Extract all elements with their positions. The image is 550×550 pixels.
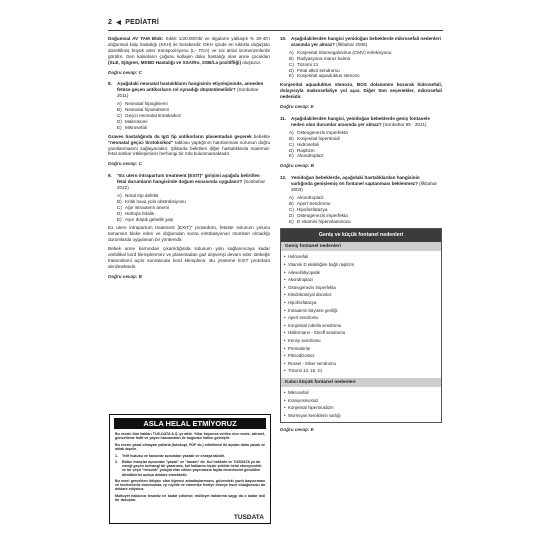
small-fontanel-list [281, 389, 441, 419]
list-item: • Akondroplazi [281, 276, 441, 284]
question-9-explanation-2: Bebek anne karnından çıkarıldığında solunum yolu sağlanıncaya kadar umbilikal kord klemplenmez ve plasentadan gaz alışverişi devam eder. Bebeğe trakeostomi açılır sonrasında kord klemplenir. Bu yönteme EXIT protokolü denilmektedir. [108, 246, 270, 269]
list-item: • Piknodizostoz [281, 352, 441, 360]
question-number: 12. [280, 175, 287, 181]
answer-8: Doğru cevap: C [108, 161, 142, 167]
option-a[interactable]: A) Nöral tüp defekti [117, 192, 159, 198]
intro-text: Sıklık 1/20.000'dir ve olguların yaklaşık % 30-40'ı doğumsal kalp hastalığı (KKH) ile beraberdir. DKH içinde en sıklıkla doğuştan düzeltilmiş büyük arter transpozisyonu (L- TGA) ve sol atrial izomerizmlerde görülür. Geri kalanların çoğunu kollajen doku hastalığı olan anne çocukları [108, 36, 270, 59]
notice-item-1: 1. Telif hukuku ve kanunlar açısından yasaklı ve cezaya tabidir. [115, 453, 225, 458]
section-title: PEDİATRİ [125, 19, 159, 26]
table-title: Geniş ve küçük fontanel nedenleri [281, 229, 441, 242]
question-11-options [289, 130, 442, 160]
answer-7: Doğru cevap: C [108, 69, 142, 75]
question-8-options [117, 101, 270, 131]
tusdata-logo: TUSDATA [233, 513, 264, 521]
option-a[interactable]: A) Konjenital Sitomegalovirus (CMV) enfeksiyonu [289, 49, 392, 55]
list-item: • Kleidokraniyal disostoz [281, 291, 441, 299]
question-source: (İlkbahar 2005) [334, 41, 368, 47]
option-b[interactable]: B) Radyasyona maruz kalma [289, 55, 351, 61]
intro-term: Doğumsal AV TAM Blok: [108, 36, 164, 41]
option-d[interactable]: D) Osteogenezis imperfekta [289, 212, 348, 218]
question-10-options [289, 50, 442, 80]
question-12-options [289, 195, 442, 225]
question-12 [280, 175, 442, 193]
question-source: (Sonbahar 2011) [117, 87, 259, 99]
option-a[interactable]: A) Neonatal hipoglisemi [117, 101, 168, 107]
fontanel-table [280, 228, 442, 423]
question-10-explanation: Konjenital aquaduktus stenozu, BOS dolanımını bozarak hidrosefali, dolayısıyla makrosefaliye yol açar. Diğer tüm seçenekler, mikrosefali nedenidir. [280, 82, 442, 100]
large-fontanel-list [281, 253, 441, 375]
question-number: 9. [108, 173, 112, 179]
intro-paragraph [108, 36, 270, 66]
question-8 [108, 81, 270, 99]
notice-paragraph-2: Bu eserin yasal olmayan yollarla (fotokopi, PDF vb.) edinilmesi iki açıdan daha yasak ve ahlak dışıdır. [115, 442, 265, 452]
list-item: • Wormiyan kemiklerin varlığı [281, 412, 441, 420]
option-d[interactable]: D) Makrosomi [117, 118, 148, 124]
option-e[interactable]: E) Akondroplazi [289, 153, 324, 159]
intro-end: oluşturur. [240, 59, 262, 65]
question-stem: Aşağıdakilerden hangisi, yenidoğan bebeklerde geniş fontanele neden olan durumlar arasında yer almaz? [291, 115, 430, 127]
list-item: • Vitamin D eksikliğine bağlı raşitizm [281, 261, 441, 269]
list-item: • Osteogenezis İmperfekta [281, 284, 441, 292]
question-number: 11. [280, 115, 287, 121]
list-item: • Konjenital hipertiroidizm [281, 404, 441, 412]
list-item: • Hipofosfatazya [281, 299, 441, 307]
notice-paragraph-1: Bu eserin tüm hakları TUS-DATA A.Ş.'ye aittir. Yıllar boyunca verilen nice emek, zahmet, güncelleme fedif ve yayını harcamaları ile bugünkü haline gelmiştir. [115, 432, 265, 441]
question-11 [280, 116, 442, 128]
option-e[interactable]: E) Mikrosefali [117, 124, 147, 130]
page-header [108, 19, 159, 26]
option-e[interactable]: E) Aşırı düşük gebelik yaşı [117, 216, 174, 222]
option-a[interactable]: A) Akondroplazi [289, 194, 324, 200]
list-item: • Ailesel/idiyopatik [281, 269, 441, 277]
question-stem: Yenidoğan bebeklerde, aşağıdaki hastalıklardan hangisinin varlığında genişlemiş ön fontanel saptanması beklenmez? [291, 175, 420, 187]
list-item: • Trizomi 13, 18, 21 [281, 367, 441, 375]
question-number: 8. [108, 81, 112, 87]
option-a[interactable]: A) Osteogenezis imperfekta [289, 129, 348, 135]
answer-11: Doğru cevap: B [280, 163, 314, 169]
notice-item-2: 2. Bütün inançlar açısından "yasak" ve "haram" dır. Kul hakkıdır ve TUSDATA ya da emeği geçen herhangi bir yazarımız, kul haklarını hiçbir şekilde helal etmeyecektir ve bir çeşit "hırsızlık" yoluyla elde edilen yayınımızın fayda etmemesini gönülden dilediklerini açıkça deklare etmektedir. [115, 459, 262, 477]
notice-title: ASLA HELAL ETMİYORUZ [114, 418, 266, 429]
answer-12: Doğru cevap: E [280, 427, 314, 433]
option-c[interactable]: C) Hidrosefali [289, 141, 319, 147]
option-b[interactable]: B) Neonatal hipokalsemi [117, 107, 169, 113]
list-item: • Konjenital rubella sendromu [281, 322, 441, 330]
question-9-explanation-1: Ex utero intrapartum treatment (EXIT)" prosedürü, fetüste solunum yolunu tamamen bloke eden ve doğumdan sonra entübasyonun mümkün olmadığı durumlarda uygulanan bir yöntemdir. [108, 225, 270, 243]
question-stem: Aşağıdaki neonatal hastalıkların hangisinin etiyolojisinde, anneden fetüse geçen antikorların rol oynadığı düşünülmelidir? [117, 81, 264, 93]
list-item: • Prematürite [281, 345, 441, 353]
question-10 [280, 36, 442, 48]
page-number: 2 [108, 19, 113, 26]
list-item: • Mikrosefali [281, 389, 441, 397]
option-c[interactable]: C) Ağır intrauterin anemi [117, 204, 169, 210]
right-column [280, 36, 442, 439]
list-item: • İntrauterin büyüme geriliği [281, 307, 441, 315]
table-subheader-small: Kalıcı küçük fontanel nedenleri [281, 378, 441, 387]
question-stem: "Ex utero intrapartum treatment (EXIT)" girişimi aşağıda belirtilen fetal durumların hangisinde doğum esnasında uygulanır? [117, 173, 260, 185]
option-c[interactable]: C) Geçici neonatal tirotoksikoz [117, 112, 181, 118]
list-item: • Hallermann - Streiff sendromu [281, 329, 441, 337]
list-item: • Hidrosefali [281, 253, 441, 261]
list-item: • Apert sendromu [281, 314, 441, 322]
option-b[interactable]: B) Konjenital hipertiroidi [289, 135, 340, 141]
option-b[interactable]: B) Apert Sendromu [289, 200, 331, 206]
option-b[interactable]: B) Kritik hava yolu obstrüksiyonu [117, 198, 186, 204]
table-subheader-large: Geniş fontanel nedenleri [281, 242, 441, 251]
option-d[interactable]: D) Raşitizm [289, 147, 315, 153]
question-stem: Aşağıdakilerden hangisi yenidoğan bebeklerde mikrosefali nedenleri arasında yer almaz? [291, 36, 441, 47]
question-number: 10. [280, 36, 287, 41]
question-9 [108, 173, 270, 191]
header-divider [108, 30, 443, 31]
intro-causes: (SLE, Sjögren, MKBD Hastalığı ve SSA/Ro, SSB/La pozitifliği) [108, 59, 241, 65]
list-item: • Russel - Silver sendromu [281, 360, 441, 368]
option-d[interactable]: D) Fetal alkol sendromu [289, 67, 340, 73]
question-source: (Sonbahar 99 - 2021) [381, 121, 427, 127]
left-column [108, 36, 270, 286]
answer-10: Doğru cevap: E [280, 104, 314, 110]
list-item: • Kenny sendromu [281, 337, 441, 345]
question-source: (İlkbahar 2003) [291, 181, 438, 193]
option-c[interactable]: C) Hipofosfatazya [289, 206, 328, 212]
question-9-options [117, 193, 270, 223]
option-e[interactable]: E) Konjenital aquaduktus stenozu [289, 73, 360, 79]
copyright-notice-box [109, 414, 271, 524]
option-d[interactable]: D) Hidrops fetalis [117, 210, 155, 216]
option-e[interactable]: E) D vitamini hipervitaminozu [289, 218, 351, 224]
question-8-explanation: Graves hastalığında da IgG tip antikorların plasentadan geçerek bebekte "neonatal geçici tirotoksikoz" tablosu yaptığının hatırlanması sorunun doğru yanıtlanmasını sağlayacaktır. Şıklarda belirtilen diğer hastalıklarda maternal-fetal antikor etkileşiminin herhangi bir rolü bulunmamaktadır. [108, 133, 271, 157]
triangle-left-icon: ◀ [116, 20, 122, 26]
question-source: (Sonbahar 2022) [117, 179, 266, 191]
answer-9: Doğru cevap: B [108, 273, 142, 279]
list-item: • Kraniyosinostoz [281, 397, 441, 405]
notice-paragraph-3: Bu eseri gerçekten ihtiyacı olan öğrenci arkadaşlarımızın, güvendeki yazılı başvurması ve incelemeniz durumunda, iyi niyetle ve cömertçe hediye etmeye hazır olduğumuzu da deklare ediyoruz. [115, 478, 265, 492]
notice-paragraph-4: Mutluyet hakkınızı tesaviiz ne kadar çirkinse; mülkiyet haklarına saygı da o kadar asil bir duruştur. [115, 493, 265, 503]
option-c[interactable]: C) Trizomi 21 [289, 61, 319, 67]
